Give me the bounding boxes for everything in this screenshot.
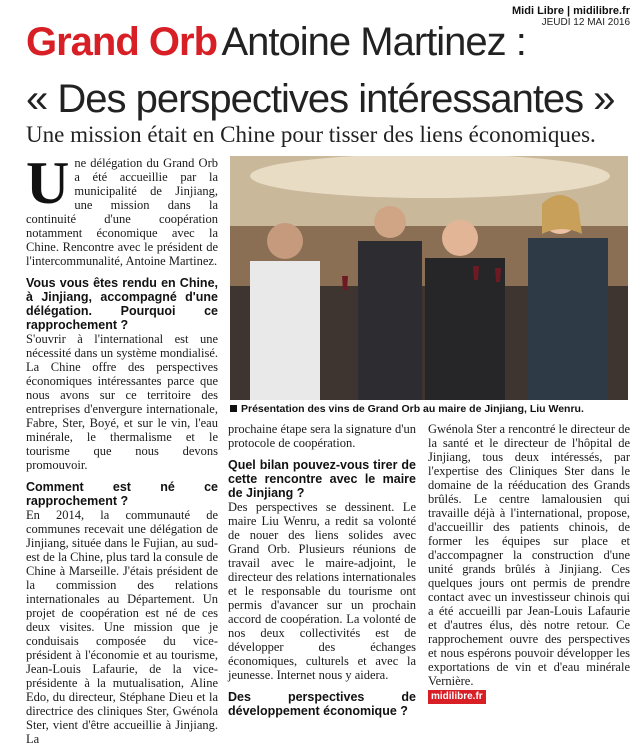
headline (26, 18, 636, 123)
intro-text: ne délégation du Grand Orb a été accueillie par la municipalité de Jinjiang, une mission dans la continuité d'une coopération notamment économique avec la Chine. Rencontre avec le président de l'intercommunalité, Antoine Martinez. (26, 156, 218, 268)
article-photo (230, 156, 628, 400)
answer-2-continued: prochaine étape sera la signature d'un protocole de coopération. (228, 422, 416, 450)
caption-square-icon (230, 405, 237, 412)
question-1: Vous vous êtes rendu en Chine, à Jinjiang, accompagné d'une délégation. Pourquoi ce rapprochement ? (26, 276, 218, 332)
article-column-2 (228, 422, 416, 718)
subheadline: Une mission était en Chine pour tisser des liens économiques. (26, 122, 596, 147)
answer-1: S'ouvrir à l'international est une nécessité dans un système mondialisé. La Chine offre des perspectives économiques intéressantes parce que nous avons sur ce territoire des entreprises d'envergure internationale, Fabre, Ster, Boyé, et sur le vin, l'eau minérale, le thermalisme et le tourisme que nous devons promouvoir. (26, 332, 218, 472)
photo-illustration (230, 156, 628, 400)
drop-cap: U (26, 150, 70, 216)
caption-text: Présentation des vins de Grand Orb au maire de Jinjiang, Liu Wenru. (241, 403, 584, 415)
answer-2: En 2014, la communauté de communes recevait une délégation de Jinjiang, située dans le Fujian, au sud-est de la Chine, plus tard la consule de Chine à Marseille. J'étais président de la commission des relations internationales au Département. Un projet de coopération est né de ces deux visites. Une mission que je conduisais composée du vice-président à l'économie et au tourisme, Jean-Louis Lafaurie, de la vice-présidente à la mutualisation, Aline Edo, du directeur, Stéphane Dieu et la directrice des cliniques Ster, Gwénola Ster, vient d'être accueillie à Jinjiang. La (26, 508, 218, 746)
question-3: Quel bilan pouvez-vous tirer de cette rencontre avec le maire de Jinjiang ? (228, 458, 416, 500)
article-column-3 (428, 422, 630, 704)
answer-4: Gwénola Ster a rencontré le directeur de la santé et le directeur de l'hôpital de Jinjiang, tous deux intéressés, par l'expertise des Cliniques Ster dans le domaine de la rééducation des Grands brûlés. Le centre lamalousien qui travaille déjà à l'international, propose, d'accueillir des patients chinois, de former les équipes sur place et d'accompagner la construction d'une unité grands brûlés à Jinjiang. Ces quelques jours ont permis de prendre contact avec un investisseur chinois qui a été accueilli par Jean-Louis Lafaurie et d'autres élus, dès notre retour. Ce rapprochement ouvre des perspectives et nous espérons pouvoir développer les exportations de vin et d'eau minérale Vernière. (428, 422, 630, 688)
newspaper-brand: Midi Libre | midilibre.fr (512, 5, 630, 17)
headline-quote: « Des perspectives intéressantes » (26, 77, 615, 121)
article-column-1 (26, 150, 218, 746)
answer-3: Des perspectives se dessinent. Le maire Liu Wenru, a redit sa volonté de nouer des liens solides avec Grand Orb. Plusieurs réunions de travail avec le maire-adjoint, le directeur des relations internationales et le responsable du tourisme ont permis d'avancer sur un prochain accord de coopération. La volonté de nos deux collectivités est de développer des échanges économiques, culturels et avec la jeunesse. Internet nous y aidera. (228, 500, 416, 682)
midilibre-logo: midilibre.fr (428, 690, 486, 704)
headline-name: Antoine Martinez : (221, 20, 526, 64)
photo-caption (230, 403, 628, 415)
headline-tag: Grand Orb (26, 20, 218, 64)
question-2: Comment est né ce rapprochement ? (26, 480, 218, 508)
publication-date: JEUDI 12 MAI 2016 (541, 17, 630, 28)
intro-paragraph (26, 150, 218, 268)
question-4: Des perspectives de développement économique ? (228, 690, 416, 718)
